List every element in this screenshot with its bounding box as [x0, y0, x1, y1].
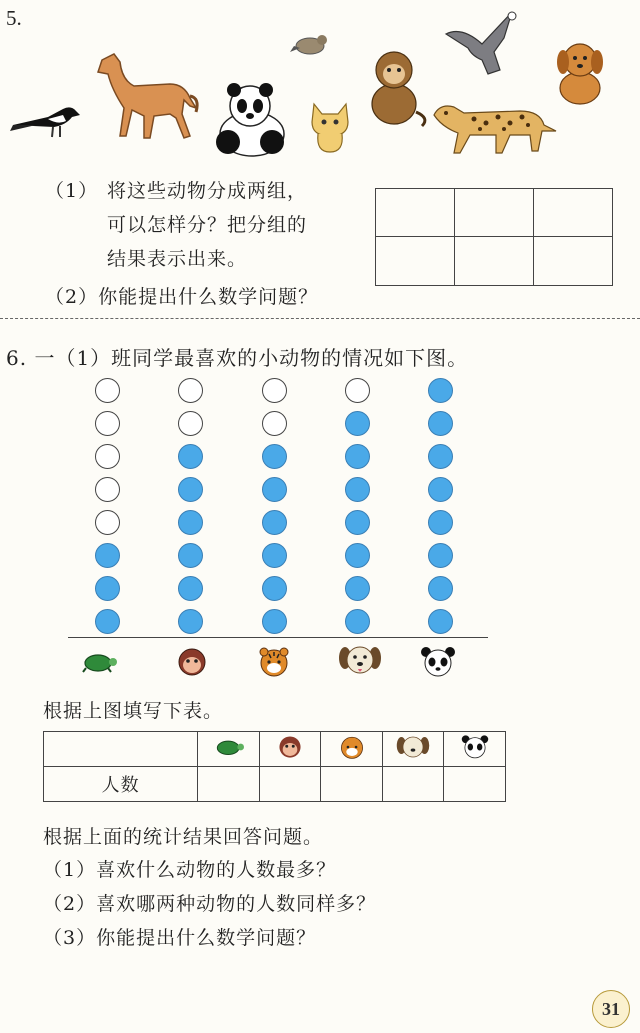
empty-circle-tiger [262, 378, 287, 403]
filled-circle-monkey [178, 576, 203, 601]
filled-circle-panda [428, 477, 453, 502]
filled-circle-panda [428, 510, 453, 535]
table-header-panda [444, 732, 506, 767]
filled-circle-dog [345, 477, 370, 502]
fill-table-prompt: 根据上图填写下表。 [43, 700, 224, 722]
horse-icon [92, 50, 202, 145]
answer-prompt: 根据上面的统计结果回答问题。 [43, 826, 324, 848]
filled-circle-dog [345, 543, 370, 568]
q5-part1-line3: 结果表示出来。 [107, 248, 248, 270]
question-5-number: 5. [6, 6, 22, 30]
filled-circle-panda [428, 609, 453, 634]
empty-circle-dog [345, 378, 370, 403]
filled-circle-tiger [262, 576, 287, 601]
empty-circle-tiger [262, 411, 287, 436]
answer-cell-panda[interactable] [444, 767, 506, 802]
filled-circle-turtle [95, 609, 120, 634]
filled-circle-monkey [178, 444, 203, 469]
empty-circle-monkey [178, 411, 203, 436]
answer-cell-dog[interactable] [382, 767, 444, 802]
tiger-face-icon [338, 734, 366, 760]
filled-circle-dog [345, 609, 370, 634]
turtle-icon [212, 737, 246, 757]
filled-circle-turtle [95, 576, 120, 601]
empty-circle-turtle [95, 477, 120, 502]
filled-circle-tiger [262, 510, 287, 535]
filled-circle-turtle [95, 543, 120, 568]
filled-circle-dog [345, 510, 370, 535]
table-header-tiger [321, 732, 383, 767]
dog-face-icon [338, 642, 382, 678]
filled-circle-panda [428, 378, 453, 403]
table-header-dog [382, 732, 444, 767]
chart-baseline [68, 637, 488, 638]
monkey-icon [362, 48, 432, 128]
sparrow-icon [290, 30, 330, 60]
puppy-icon [550, 38, 610, 108]
table-header-turtle [198, 732, 260, 767]
filled-circle-dog [345, 444, 370, 469]
turtle-icon [80, 650, 118, 674]
filled-circle-panda [428, 576, 453, 601]
filled-circle-tiger [262, 609, 287, 634]
cat-icon [308, 100, 353, 155]
filled-circle-dog [345, 411, 370, 436]
answer-cell-monkey[interactable] [259, 767, 320, 802]
answer-cell-tiger[interactable] [321, 767, 383, 802]
question-1: （1）喜欢什么动物的人数最多？ [43, 859, 337, 881]
table-header-monkey [259, 732, 320, 767]
panda-icon [210, 82, 290, 157]
filled-circle-panda [428, 411, 453, 436]
question-6-title: 6. 一（1）班同学最喜欢的小动物的情况如下图。 [6, 346, 469, 370]
filled-circle-panda [428, 444, 453, 469]
dog-face-icon [396, 733, 430, 761]
empty-circle-turtle [95, 510, 120, 535]
eagle-icon [442, 8, 522, 78]
empty-circle-turtle [95, 411, 120, 436]
q5-part2: （2）你能提出什么数学问题？ [45, 286, 319, 308]
filled-circle-monkey [178, 510, 203, 535]
empty-circle-monkey [178, 378, 203, 403]
tiger-face-icon [257, 646, 291, 678]
answer-cell-turtle[interactable] [198, 767, 260, 802]
filled-circle-monkey [178, 543, 203, 568]
filled-circle-panda [428, 543, 453, 568]
leopard-icon [430, 95, 560, 155]
panda-face-icon [461, 734, 489, 760]
q5-part1-line2: 可以怎样分？把分组的 [107, 214, 308, 236]
section-divider [0, 318, 640, 319]
filled-circle-monkey [178, 477, 203, 502]
filled-circle-tiger [262, 477, 287, 502]
question-2: （2）喜欢哪两种动物的人数同样多？ [43, 893, 377, 915]
q5-part1-label: （1） [45, 180, 99, 202]
page-number: 31 [592, 990, 630, 1028]
empty-circle-turtle [95, 444, 120, 469]
panda-face-icon [420, 646, 456, 678]
row-label-count: 人数 [44, 767, 198, 802]
filled-circle-tiger [262, 543, 287, 568]
magpie-icon [8, 95, 88, 145]
table-header-blank [44, 732, 198, 767]
monkey-face-icon [176, 646, 208, 678]
q5-part1-line1: 将这些动物分成两组， [107, 180, 308, 202]
filled-circle-monkey [178, 609, 203, 634]
monkey-face-icon [277, 734, 303, 760]
empty-circle-turtle [95, 378, 120, 403]
fill-in-table [43, 731, 506, 802]
q5-answer-grid [375, 188, 613, 286]
question-3: （3）你能提出什么数学问题？ [43, 927, 317, 949]
filled-circle-tiger [262, 444, 287, 469]
filled-circle-dog [345, 576, 370, 601]
